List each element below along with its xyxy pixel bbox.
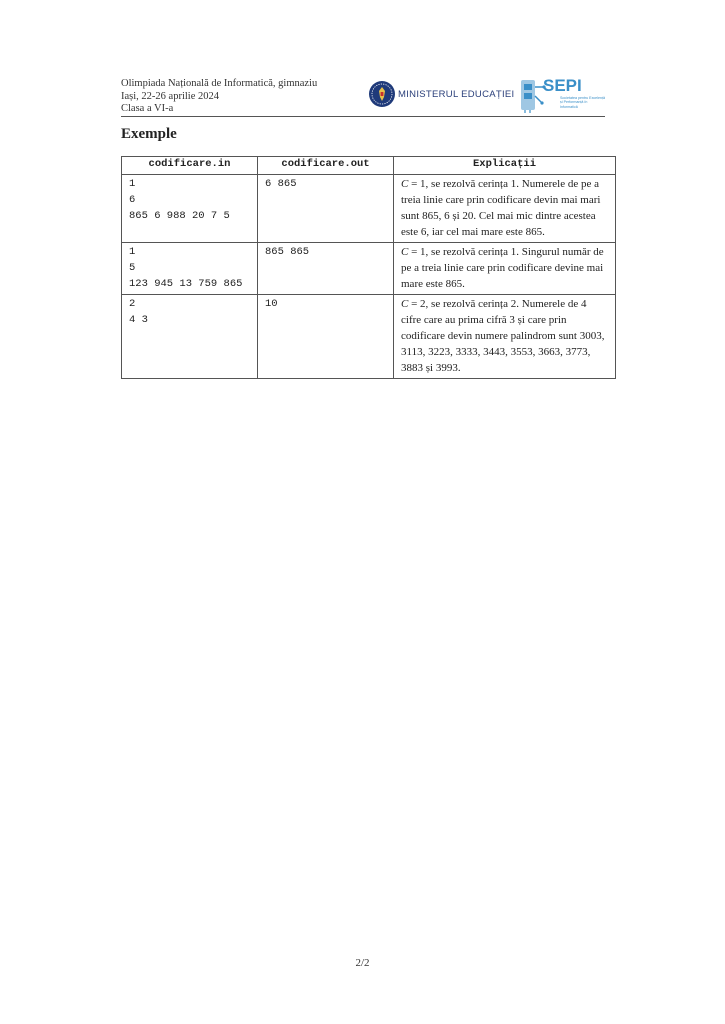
header-info: [121, 78, 317, 116]
input-line: 123 945 13 759 865: [129, 278, 243, 290]
page-number: 2/2: [355, 957, 370, 969]
explanation-text: = 1, se rezolvă cerința 1. Singurul număr de pe a treia linie care prin codificare devine mai mare este 865.: [401, 246, 604, 290]
explanation-cell: [394, 243, 616, 295]
input-line: 4 3: [129, 314, 148, 326]
explanation-cell: [394, 175, 616, 243]
ministry-logo: [368, 80, 515, 110]
header-olympiad: Olimpiada Națională de Informatică, gimnaziu: [121, 78, 318, 89]
table-row: [122, 295, 616, 379]
input-line: 6: [129, 194, 136, 206]
header-output-file: codificare.out: [258, 157, 394, 175]
variable-c: C: [401, 178, 409, 190]
input-cell: [122, 175, 258, 243]
output-cell: [258, 295, 394, 379]
input-line: 1: [129, 178, 136, 190]
input-cell: [122, 243, 258, 295]
output-line: 865 865: [265, 246, 310, 258]
table-header-row: [122, 157, 616, 175]
input-line: 2: [129, 298, 136, 310]
explanation-cell: [394, 295, 616, 379]
table-row: [122, 175, 616, 243]
header-location-date: Iași, 22-26 aprilie 2024: [121, 90, 219, 102]
input-line: 5: [129, 262, 136, 274]
explanation-text: = 2, se rezolvă cerința 2. Numerele de 4 cifre care au prima cifră 3 și care prin codificare devin numere palindrom sunt 3003, 3113, 3223, 3333, 3443, 3553, 3663, 3773, 3883 și 3993.: [401, 298, 605, 374]
header-input-file: codificare.in: [122, 157, 258, 175]
explanation-text: = 1, se rezolvă cerința 1. Numerele de pe a treia linie care prin codificare devin mai mari sunt 865, 6 și 20. Cel mai mic dintre acestea este 6, iar cel mai mare este 865.: [401, 178, 601, 238]
output-line: 10: [265, 298, 278, 310]
input-cell: [122, 295, 258, 379]
variable-c: C: [401, 246, 409, 258]
section-title: Exemple: [121, 126, 177, 142]
examples-table: [121, 156, 616, 379]
ministry-text: MINISTERUL EDUCAȚIEI: [398, 89, 515, 100]
output-line: 6 865: [265, 178, 297, 190]
input-line: 1: [129, 246, 136, 258]
sepi-subtitle: Societatea pentru Excelență și Performanță în Informatică: [560, 96, 605, 109]
output-cell: [258, 175, 394, 243]
output-cell: [258, 243, 394, 295]
header-explanations: Explicații: [394, 157, 616, 175]
table-row: [122, 243, 616, 295]
header-class: Clasa a VI-a: [121, 103, 174, 114]
sepi-text: SEPI: [543, 76, 582, 95]
input-line: 865 6 988 20 7 5: [129, 210, 230, 222]
sepi-logo: [519, 76, 605, 114]
header-divider: [121, 116, 605, 117]
ministry-emblem-icon: [368, 80, 396, 108]
variable-c: C: [401, 298, 409, 310]
